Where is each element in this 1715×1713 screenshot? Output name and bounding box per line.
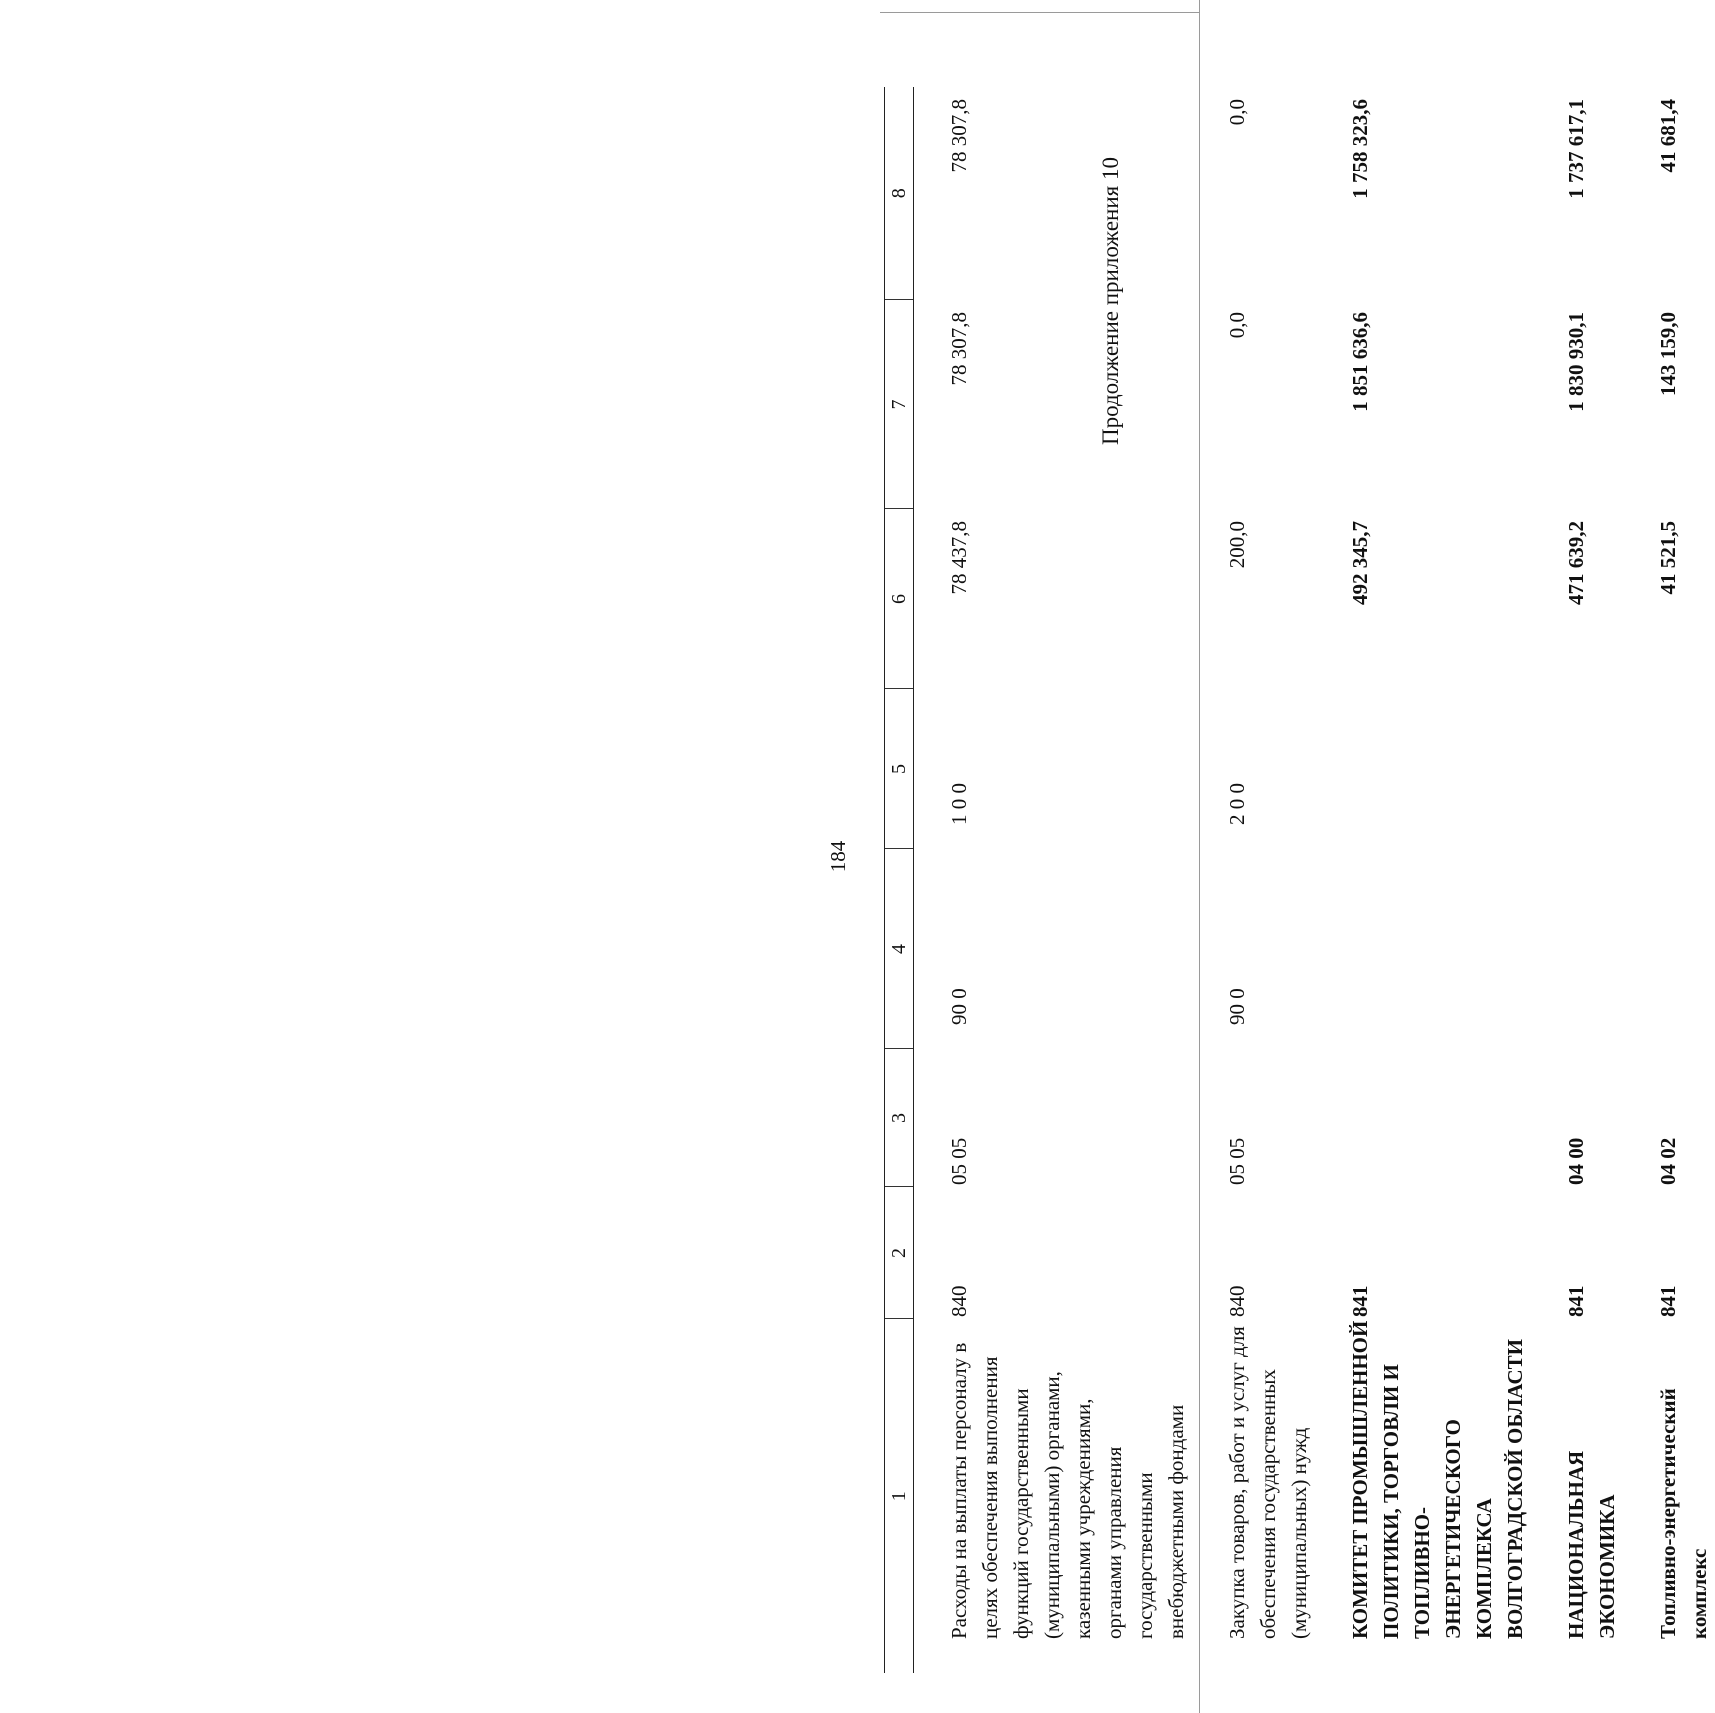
amount-cell: 1 737 617,1 — [1564, 99, 1588, 199]
table-row — [1192, 87, 1315, 1673]
row-name-cell: Расходы на выплаты персоналу в целях обеспечения выполнения функций государственными (муниципальными) органами, казенными учреждениями, органами управления государственными внебюджетными фондами — [947, 1342, 1188, 1639]
amount-cell: 1 758 323,6 — [1348, 99, 1372, 199]
amount-cell: 200,0 — [1225, 521, 1249, 569]
admin-code-cell: 840 — [947, 1285, 971, 1317]
column-header: 5 — [885, 689, 914, 849]
amount-cell: 41 521,5 — [1656, 521, 1680, 595]
section-code-cell: 05 05 — [1225, 1137, 1249, 1185]
section-code-cell: 05 05 — [947, 1137, 971, 1185]
row-name-cell: КОМИТЕТ ПРОМЫШЛЕННОЙ ПОЛИТИКИ, ТОРГОВЛИ И ТОПЛИВНО-ЭНЕРГЕТИЧЕСКОГО КОМПЛЕКСА ВОЛГОГРАДСКОЙ ОБЛАСТИ — [1348, 1320, 1527, 1639]
row-name-cell: Топливно-энергетический комплекс — [1656, 1388, 1711, 1639]
expense-type-cell — [1623, 689, 1715, 849]
column-header: 3 — [885, 1049, 914, 1187]
column-header: 8 — [885, 87, 914, 300]
section-code-cell: 04 02 — [1656, 1137, 1680, 1185]
target-code-cell: 90 0 — [947, 988, 971, 1025]
row-name-cell: Закупка товаров, работ и услуг для обеспечения государственных (муниципальных) нужд — [1225, 1326, 1311, 1639]
expense-type-cell — [1315, 689, 1531, 849]
header-row — [885, 87, 914, 1673]
expense-type-cell — [1531, 689, 1623, 849]
amount-cell: 492 345,7 — [1348, 521, 1372, 605]
column-header: 6 — [885, 509, 914, 689]
section-code-cell — [1315, 1049, 1531, 1187]
row-name-cell: НАЦИОНАЛЬНАЯ ЭКОНОМИКА — [1564, 1450, 1619, 1639]
table-row — [1315, 87, 1531, 1673]
column-header: 1 — [885, 1319, 914, 1673]
scan-edge-line — [880, 12, 1200, 13]
amount-cell: 1 830 930,1 — [1564, 312, 1588, 412]
amount-cell: 1 851 636,6 — [1348, 312, 1372, 412]
amount-cell: 0,0 — [1225, 99, 1249, 126]
admin-code-cell: 841 — [1348, 1285, 1372, 1317]
amount-cell: 78 307,8 — [947, 312, 971, 386]
target-code-cell: 90 0 — [1225, 988, 1249, 1025]
budget-table — [884, 87, 1715, 1673]
admin-code-cell: 840 — [1225, 1285, 1249, 1317]
section-code-cell: 04 00 — [1564, 1137, 1588, 1185]
amount-cell: 0,0 — [1225, 312, 1249, 339]
amount-cell: 143 159,0 — [1656, 312, 1680, 396]
target-code-cell — [1531, 849, 1623, 1049]
amount-cell: 78 307,8 — [947, 99, 971, 173]
table-row — [914, 87, 1193, 1673]
table-row — [1623, 87, 1715, 1673]
expense-type-cell: 1 0 0 — [947, 783, 971, 825]
column-header: 7 — [885, 300, 914, 509]
target-code-cell — [1315, 849, 1531, 1049]
amount-cell: 78 437,8 — [947, 521, 971, 595]
amount-cell: 471 639,2 — [1564, 521, 1588, 605]
expense-type-cell: 2 0 0 — [1225, 783, 1249, 825]
page-number: 184 — [826, 840, 850, 873]
target-code-cell — [1623, 849, 1715, 1049]
column-header: 4 — [885, 849, 914, 1049]
amount-cell: 41 681,4 — [1656, 99, 1680, 173]
admin-code-cell: 841 — [1656, 1285, 1680, 1317]
continuation-label: Продолжение приложения 10 — [1098, 157, 1123, 445]
column-header: 2 — [885, 1187, 914, 1319]
table-row — [1531, 87, 1623, 1673]
admin-code-cell: 841 — [1564, 1285, 1588, 1317]
